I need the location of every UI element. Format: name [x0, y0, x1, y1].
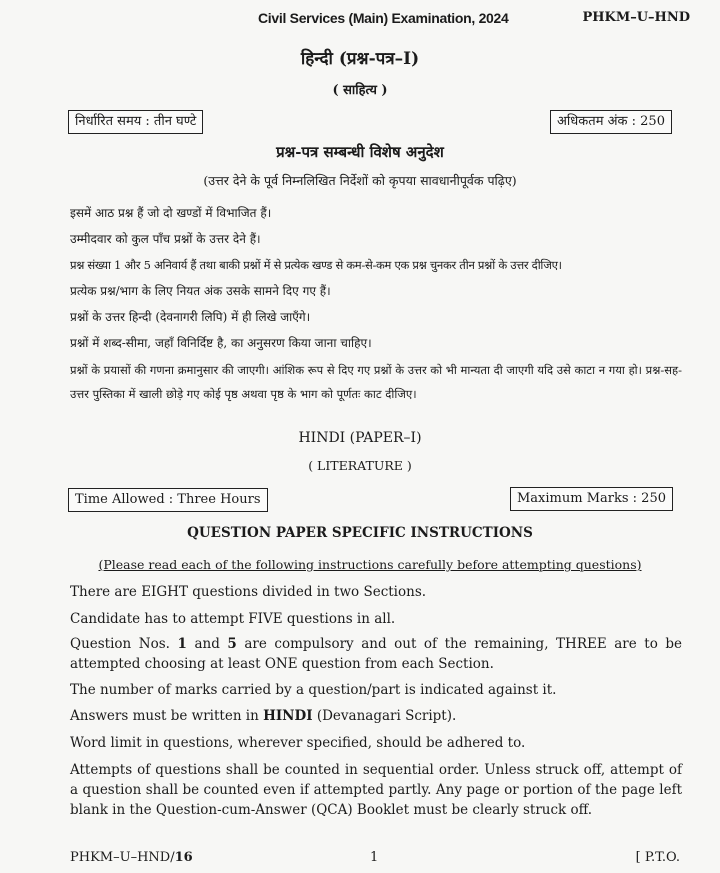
hindi-title: हिन्दी (प्रश्न-पत्र–I)	[300, 49, 420, 69]
english-time-box: Time Allowed : Three Hours	[68, 488, 268, 512]
page-header	[0, 8, 720, 30]
hindi-marks-box: अधिकतम अंक : 250	[550, 110, 672, 134]
hindi-instruction-1: इसमें आठ प्रश्न हैं जो दो खण्डों में विभाजित हैं।	[70, 206, 272, 220]
english-subtitle: ( LITERATURE )	[308, 458, 412, 473]
english-instruction-3: Question Nos. 1 and 5 are compulsory and out of the remaining, THREE are to be attempted choosing at least ONE question from each Section.	[70, 636, 682, 672]
english-instruction-7: Attempts of questions shall be counted in sequential order. Unless struck off, attempt of a question shall be counted even if attempted partly. Any page or portion of the page left blank in the Question-cum-Answer (QCA) Booklet must be clearly struck off.	[70, 762, 682, 818]
hindi-time-box: निर्धारित समय : तीन घण्टे	[68, 110, 203, 134]
hindi-instructions-heading: प्रश्न-पत्र सम्बन्धी विशेष अनुदेश	[276, 143, 444, 161]
english-instructions-heading: QUESTION PAPER SPECIFIC INSTRUCTIONS	[187, 525, 533, 541]
footer-code: PHKM–U–HND/16	[70, 850, 193, 865]
hindi-subtitle: ( साहित्य )	[332, 83, 388, 98]
english-instruction-6: Word limit in questions, wherever specified, should be adhered to.	[70, 735, 526, 751]
hindi-instruction-7: प्रश्नों के प्रयासों की गणना क्रमानुसार की जाएगी। आंशिक रूप से दिए गए प्रश्नों के उत्तर को भी मान्यता दी जाएगी यदि उसे काटा न गया हो। प्रश्न-सह-उत्तर पुस्तिका में खाली छोड़े गए कोई पृष्ठ अथवा पृष्ठ के भाग को पूर्णतः काट दीजिए।	[70, 363, 682, 401]
english-marks-box: Maximum Marks : 250	[510, 487, 673, 511]
english-instruction-1: There are EIGHT questions divided in two Sections.	[70, 584, 427, 600]
page-number: 1	[370, 850, 379, 865]
english-instruction-2: Candidate has to attempt FIVE questions in all.	[70, 611, 396, 627]
hindi-instruction-6: प्रश्नों में शब्द-सीमा, जहाँ विनिर्दिष्ट है, का अनुसरण किया जाना चाहिए।	[70, 336, 372, 350]
english-instructions-note: (Please read each of the following instructions carefully before attempting questions)	[98, 557, 642, 572]
english-instruction-4: The number of marks carried by a question/part is indicated against it.	[70, 682, 557, 698]
hindi-instruction-5: प्रश्नों के उत्तर हिन्दी (देवनागरी लिपि) में ही लिखे जाएँगे।	[70, 310, 311, 324]
hindi-instruction-2: उम्मीदवार को कुल पाँच प्रश्नों के उत्तर देने हैं।	[70, 232, 261, 246]
hindi-instruction-3: प्रश्न संख्या 1 और 5 अनिवार्य हैं तथा बाकी प्रश्नों में से प्रत्येक खण्ड से कम-से-कम एक प्रश्न चुनकर तीन प्रश्नों के उत्तर दीजिए।	[70, 258, 562, 272]
paper-code: PHKM–U–HND	[582, 10, 690, 25]
hindi-instructions-note: (उत्तर देने के पूर्व निम्नलिखित निर्देशों को कृपया सावधानीपूर्वक पढ़िए)	[203, 173, 517, 188]
hindi-instruction-4: प्रत्येक प्रश्न/भाग के लिए नियत अंक उसके सामने दिए गए हैं।	[70, 284, 331, 298]
exam-title: Civil Services (Main) Examination, 2024	[258, 10, 509, 26]
pto-label: [ P.T.O.	[635, 850, 680, 865]
english-instruction-5: Answers must be written in HINDI (Devanagari Script).	[70, 708, 457, 724]
english-title: HINDI (PAPER–I)	[298, 430, 422, 446]
